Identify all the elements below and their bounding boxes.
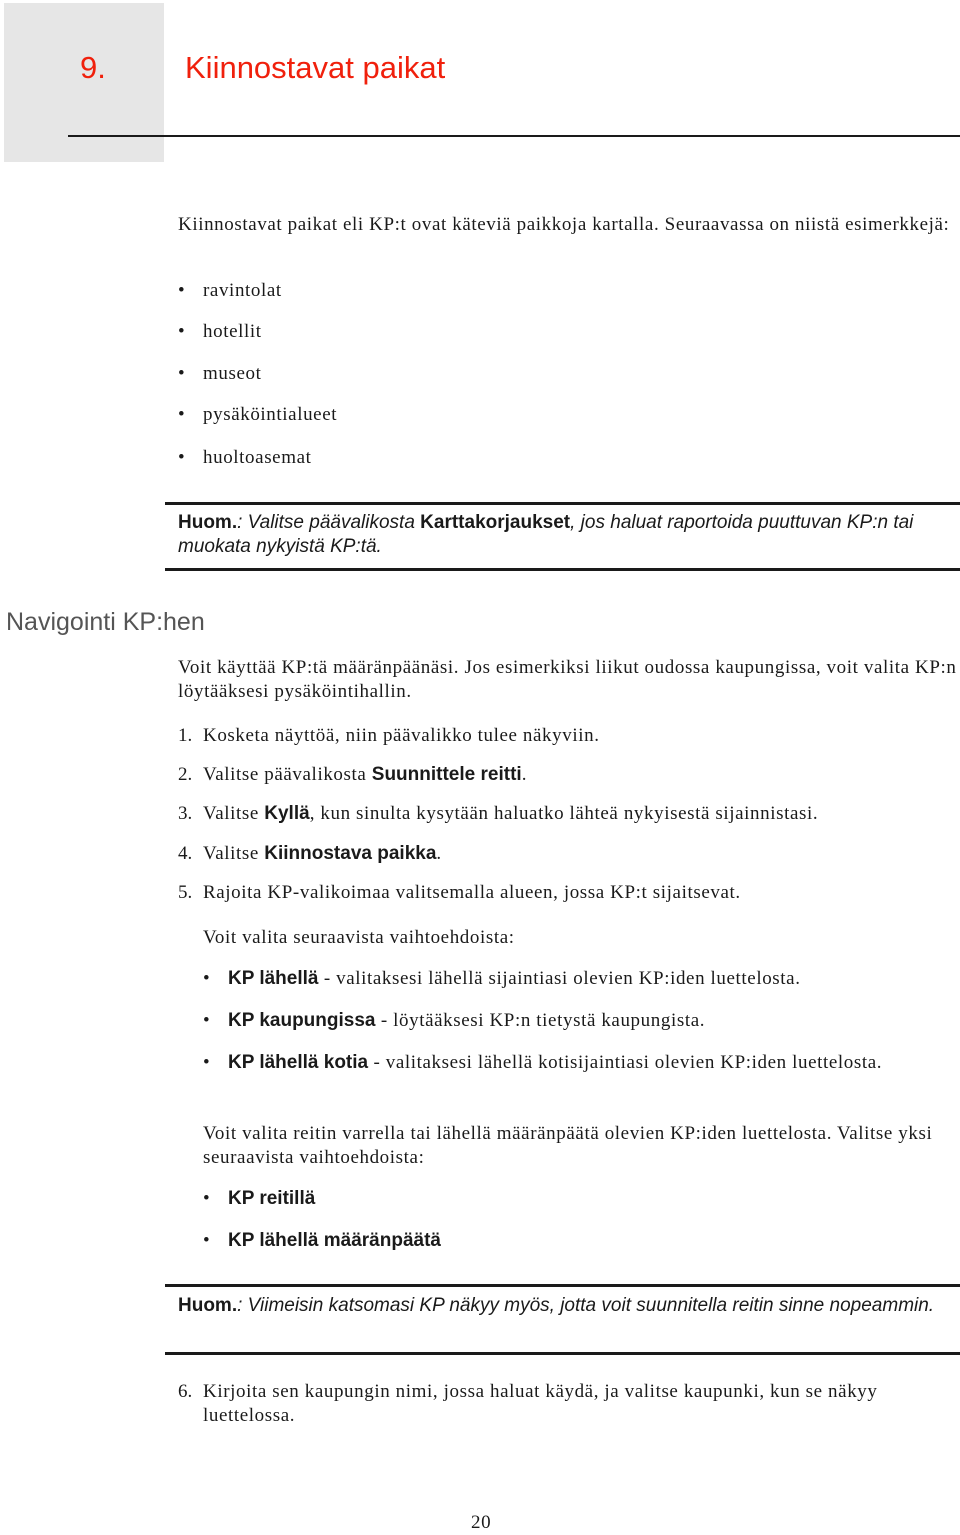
route-option-label: KP lähellä määränpäätä [228,1230,441,1251]
step-number: 3. [178,803,193,824]
list-item-label: pysäköintialueet [203,404,338,425]
list-item-label: huoltoasemat [203,447,312,468]
option-text: KP lähellä kotia - valitaksesi lähellä kotisijaintiasi olevien KP:iden luettelosta. [228,1052,883,1073]
chapter-number: 9. [80,50,106,85]
step-text: Kirjoita sen kaupungin nimi, jossa haluat käydä, ja valitse kaupunki, kun se näkyy luettelossa. [203,1381,878,1426]
note-label: Huom. [178,512,238,533]
step-number: 2. [178,764,193,785]
step-text: Rajoita KP-valikoimaa valitsemalla alueen, jossa KP:t sijaitsevat. [203,882,741,903]
note-bottom-rule [165,1352,960,1355]
step-number: 5. [178,882,193,903]
step-text: Valitse Kiinnostava paikka. [203,843,442,864]
note-bold-term: Karttakorjaukset [420,512,571,533]
chapter-title: Kiinnostavat paikat [185,50,446,85]
section-intro: Voit käyttää KP:tä määränpäänäsi. Jos esimerkiksi liikut oudossa kaupungissa, voit valita KP:n löytääksesi pysäköintihallin. [178,657,957,702]
note-text-end: , jos haluat raportoida puuttuvan KP:n tai muokata nykyistä KP:tä. [178,512,914,557]
options-intro: Voit valita seuraavista vaihtoehdoista: [203,927,515,948]
step-text: Kosketa näyttöä, niin päävalikko tulee näkyviin. [203,725,600,746]
step-number: 6. [178,1381,193,1402]
step-number: 4. [178,843,193,864]
step-text: Valitse Kyllä, kun sinulta kysytään haluatko lähteä nykyisestä sijainnistasi. [203,803,819,824]
note-karttakorjaukset [178,511,938,559]
note-recent-poi [178,1294,953,1318]
list-item-label: museot [203,363,262,384]
route-intro: Voit valita reitin varrella tai lähellä määränpäätä olevien KP:iden luettelosta. Valitse yksi seuraavista vaihtoehdoista: [203,1123,933,1168]
title-divider [68,135,960,137]
option-text: KP lähellä - valitaksesi lähellä sijaintiasi olevien KP:iden luettelosta. [228,968,801,989]
note-bottom-rule [165,568,960,571]
section-heading: Navigointi KP:hen [6,608,205,636]
route-option-label: KP reitillä [228,1188,316,1209]
page-number: 20 [471,1512,492,1533]
intro-paragraph: Kiinnostavat paikat eli KP:t ovat käteviä paikkoja kartalla. Seuraavassa on niistä esimerkkejä: [178,214,950,235]
note-text: : Viimeisin katsomasi KP näkyy myös, jotta voit suunnitella reitin sinne nopeammin. [237,1295,935,1316]
option-text: KP kaupungissa - löytääksesi KP:n tietystä kaupungista. [228,1010,706,1031]
step-text: Valitse päävalikosta Suunnittele reitti. [203,764,528,785]
note-label: Huom. [178,1295,238,1316]
step-number: 1. [178,725,193,746]
note-top-rule [165,1284,960,1287]
list-item-label: hotellit [203,321,262,342]
list-item-label: ravintolat [203,280,282,301]
note-text: : Valitse päävalikosta [237,512,421,533]
note-top-rule [165,502,960,505]
